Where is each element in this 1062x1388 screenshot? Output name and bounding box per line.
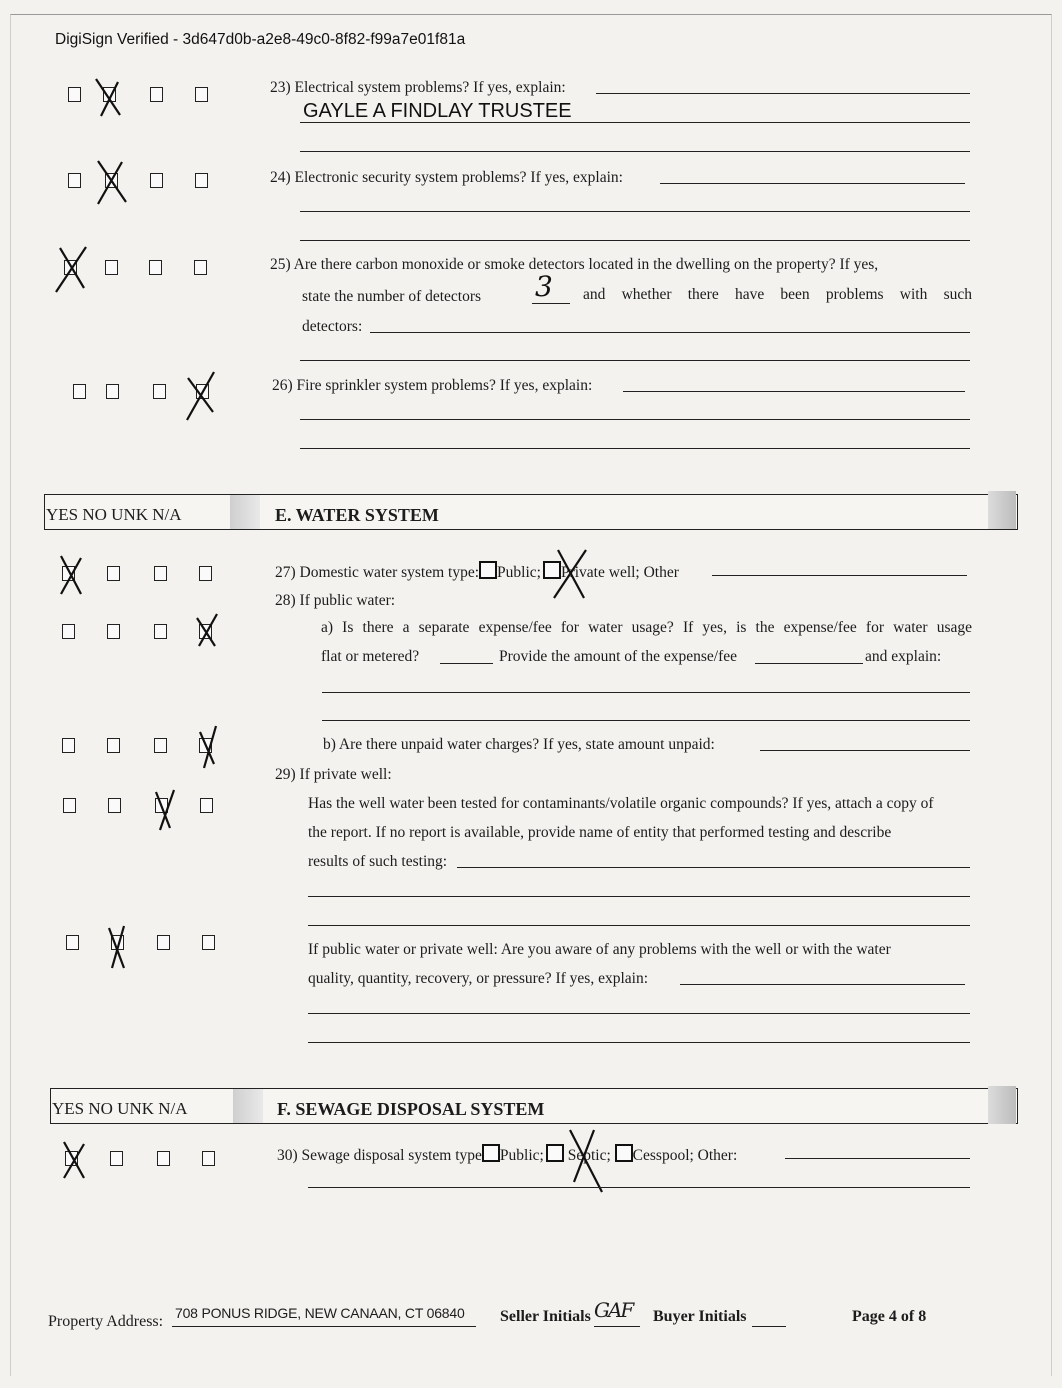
q29b-line-2: quality, quantity, recovery, or pressure? If yes, explain: [308, 970, 649, 987]
q30-line [277, 1144, 737, 1165]
q29b-yes-checkbox[interactable] [66, 935, 79, 950]
q23-answer-line-2 [300, 122, 970, 123]
digisign-verified-id: DigiSign Verified - 3d647d0b-a2e8-49c0-8f82-f99a7e01f81a [55, 31, 466, 48]
buyer-initials-line[interactable] [752, 1326, 786, 1327]
seller-initials-label: Seller Initials [500, 1308, 591, 1325]
q29-line-1: Has the well water been tested for contaminants/volatile organic compounds? If yes, attach a copy of [308, 795, 934, 812]
section-f-header-divider [233, 1089, 263, 1123]
q29-na-checkbox[interactable] [200, 798, 213, 813]
q28a-line-2c: and explain: [865, 648, 942, 665]
q23-no-handwritten-x [92, 76, 126, 118]
q26-na-handwritten-x [183, 370, 219, 422]
q24-na-checkbox[interactable] [195, 173, 208, 188]
q23-yes-checkbox[interactable] [68, 87, 81, 102]
property-address-line [172, 1326, 476, 1327]
q27-private-well-handwritten-x [548, 546, 592, 602]
section-f-title: F. SEWAGE DISPOSAL SYSTEM [277, 1099, 545, 1119]
q25-line-2b: and whether there have been problems with such [583, 286, 972, 303]
section-e-header-tab [988, 491, 1016, 529]
q25-yes-handwritten-x [52, 244, 92, 294]
q30-unk-checkbox[interactable] [157, 1151, 170, 1166]
q24-answer-line [660, 183, 965, 184]
q29b-na-checkbox[interactable] [202, 935, 215, 950]
q28b-label: b) Are there unpaid water charges? If yes, state amount unpaid: [323, 736, 715, 753]
section-e-title: E. WATER SYSTEM [275, 505, 439, 525]
q23-answer-line [596, 93, 970, 94]
q23-unk-checkbox[interactable] [150, 87, 163, 102]
q27-yes-handwritten-x [55, 552, 87, 598]
q25-line-2a: state the number of detectors [302, 288, 482, 305]
q30-other-line-2 [308, 1187, 970, 1188]
section-e-header-divider [230, 495, 260, 529]
q28a-no-checkbox[interactable] [107, 624, 120, 639]
q27-label: 27) Domestic water system type: [275, 564, 480, 581]
q29-testing-line-3 [308, 925, 970, 926]
q24-unk-checkbox[interactable] [150, 173, 163, 188]
q25-line-3: detectors: [302, 318, 363, 335]
q27-unk-checkbox[interactable] [154, 566, 167, 581]
buyer-initials-label: Buyer Initials [653, 1308, 747, 1325]
section-e-header [44, 494, 1018, 530]
q25-count-line [532, 303, 570, 304]
q29-label: 29) If private well: [275, 766, 392, 783]
q28b-unk-checkbox[interactable] [154, 738, 167, 753]
q30-public-label: Public; [499, 1147, 544, 1164]
q29b-explain-line-2 [308, 1013, 970, 1014]
seller-initials-value[interactable]: GAF [594, 1298, 633, 1322]
q30-other-line [785, 1158, 970, 1159]
q29b-line-1: If public water or private well: Are you aware of any problems with the well or with the water [308, 941, 891, 958]
q27-public-label: Public; [497, 564, 541, 581]
q26-yes-checkbox[interactable] [73, 384, 86, 399]
q24-yes-checkbox[interactable] [68, 173, 81, 188]
q28a-yes-checkbox[interactable] [62, 624, 75, 639]
q30-na-checkbox[interactable] [202, 1151, 215, 1166]
q28a-amount-line [755, 663, 863, 664]
q30-no-checkbox[interactable] [110, 1151, 123, 1166]
section-e-column-labels: YES NO UNK N/A [46, 505, 182, 524]
q25-na-checkbox[interactable] [194, 260, 207, 275]
q29b-explain-line-3 [308, 1042, 970, 1043]
q25-line-1: 25) Are there carbon monoxide or smoke detectors located in the dwelling on the property? If yes, [270, 256, 879, 273]
q28a-line-1: a) Is there a separate expense/fee for water usage? If yes, is the expense/fee for water usage [321, 619, 972, 636]
q27-public-checkbox[interactable] [479, 561, 497, 579]
page-border [10, 14, 1052, 1376]
q27-private-label: Private well; Other [560, 564, 679, 581]
q28b-no-checkbox[interactable] [107, 738, 120, 753]
q30-septic-checkbox[interactable] [546, 1144, 564, 1162]
q24-answer-line-3 [300, 240, 970, 241]
q23-label: 23) Electrical system problems? If yes, explain: [270, 79, 566, 96]
q30-yes-handwritten-x [58, 1138, 90, 1182]
q28a-explain-line [322, 692, 970, 693]
q29b-no-handwritten-x [104, 922, 130, 972]
q28a-na-handwritten-x [193, 612, 221, 650]
q26-no-checkbox[interactable] [106, 384, 119, 399]
q28-label: 28) If public water: [275, 592, 396, 609]
section-f-column-labels: YES NO UNK N/A [52, 1099, 188, 1118]
q29-testing-line [457, 867, 970, 868]
q28b-yes-checkbox[interactable] [62, 738, 75, 753]
q29-line-2: the report. If no report is available, provide name of entity that performed testing and describe [308, 824, 892, 841]
property-address-value[interactable]: 708 PONUS RIDGE, NEW CANAAN, CT 06840 [175, 1305, 465, 1321]
q29b-explain-line [680, 984, 965, 985]
q30-public-checkbox[interactable] [482, 1144, 500, 1162]
q23-answer-line-3 [300, 151, 970, 152]
q29-testing-line-2 [308, 896, 970, 897]
q23-na-checkbox[interactable] [195, 87, 208, 102]
q28b-answer-line [760, 750, 970, 751]
q29-unk-handwritten-x [150, 786, 180, 834]
q26-label: 26) Fire sprinkler system problems? If yes, explain: [272, 377, 593, 394]
q27-line [275, 561, 679, 582]
q23-typed-answer[interactable]: GAYLE A FINDLAY TRUSTEE [303, 100, 572, 122]
q28a-line-2a: flat or metered? [321, 648, 420, 665]
q30-septic-handwritten-x [564, 1126, 606, 1194]
seller-initials-line [594, 1326, 640, 1327]
q30-cesspool-label: Cesspool; Other: [632, 1147, 738, 1164]
q28a-line-2b: Provide the amount of the expense/fee [499, 648, 738, 665]
q29b-unk-checkbox[interactable] [157, 935, 170, 950]
q26-answer-line-3 [300, 448, 970, 449]
q30-cesspool-checkbox[interactable] [615, 1144, 633, 1162]
q25-answer-line-2 [300, 360, 970, 361]
q30-label: 30) Sewage disposal system type [277, 1147, 482, 1164]
q27-no-checkbox[interactable] [107, 566, 120, 581]
q26-answer-line [623, 391, 965, 392]
q29-yes-checkbox[interactable] [63, 798, 76, 813]
section-f-header-tab [988, 1086, 1016, 1124]
q28a-flat-metered-line [440, 663, 493, 664]
q26-unk-checkbox[interactable] [153, 384, 166, 399]
q28a-explain-line-2 [322, 720, 970, 721]
q25-detector-count[interactable]: 3 [535, 270, 553, 303]
page-number: Page 4 of 8 [852, 1308, 927, 1325]
q24-no-handwritten-x [92, 158, 132, 206]
q25-answer-line [370, 332, 970, 333]
q28b-na-handwritten-x [196, 724, 220, 770]
q28a-unk-checkbox[interactable] [154, 624, 167, 639]
q27-na-checkbox[interactable] [199, 566, 212, 581]
q29-no-checkbox[interactable] [108, 798, 121, 813]
q26-answer-line-2 [300, 419, 970, 420]
q25-no-checkbox[interactable] [105, 260, 118, 275]
property-address-label: Property Address: [48, 1313, 164, 1330]
q24-answer-line-2 [300, 211, 970, 212]
q27-other-line [712, 575, 967, 576]
q25-unk-checkbox[interactable] [149, 260, 162, 275]
q30-septic-label: Septic; [567, 1147, 611, 1164]
q24-label: 24) Electronic security system problems? If yes, explain: [270, 169, 623, 186]
q29-line-3: results of such testing: [308, 853, 448, 870]
